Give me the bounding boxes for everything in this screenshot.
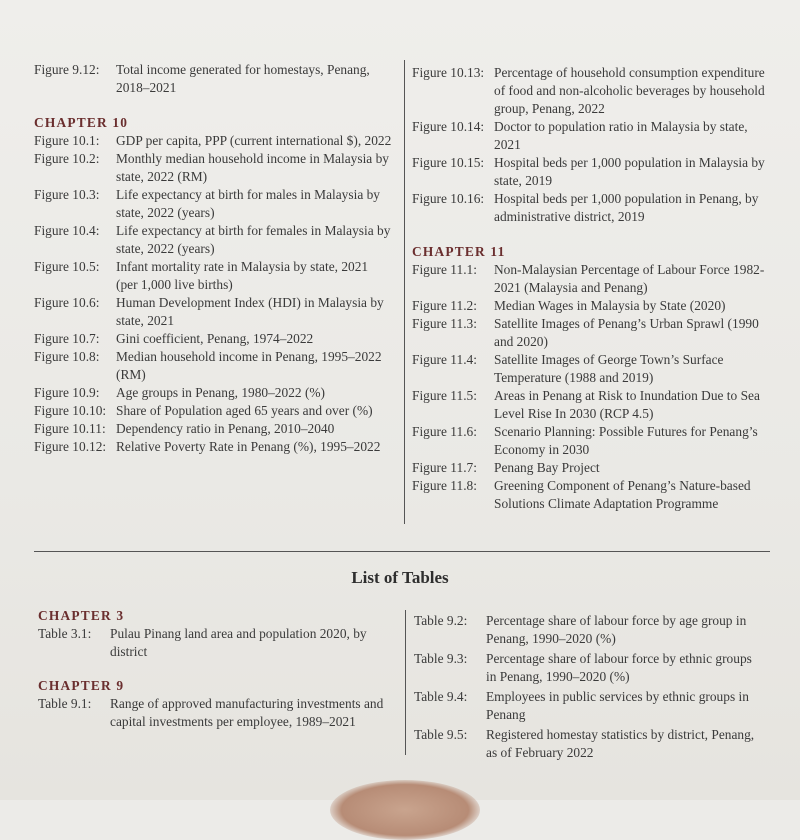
- list-entry: [414, 726, 764, 762]
- table-list-ch3: [38, 625, 398, 661]
- entry-text: Doctor to population ratio in Malaysia by state, 2021: [494, 119, 748, 152]
- table-list-ch9-continued: [414, 612, 764, 762]
- list-entry: [412, 351, 770, 387]
- entry-label: Figure 11.6:: [412, 424, 477, 439]
- list-entry: [414, 650, 764, 686]
- entry-label: Table 9.3:: [414, 651, 468, 666]
- list-entry: [34, 402, 392, 420]
- entry-text: Relative Poverty Rate in Penang (%), 1995–2022: [116, 439, 381, 454]
- entry-label: Figure 11.7:: [412, 460, 477, 475]
- list-entry: [412, 477, 770, 513]
- chapter-10-heading: CHAPTER 10: [34, 115, 129, 130]
- entry-text: Human Development Index (HDI) in Malaysia by state, 2021: [116, 295, 384, 328]
- list-entry: [34, 330, 392, 348]
- entry-label: Figure 10.11:: [34, 421, 106, 436]
- list-entry: [34, 258, 392, 294]
- entry-label: Figure 10.15:: [412, 155, 485, 170]
- tables-right-column: [414, 612, 764, 764]
- entry-label: Table 9.2:: [414, 613, 468, 628]
- entry-label: Figure 11.2:: [412, 298, 477, 313]
- entry-text: Range of approved manufacturing investments and capital investments per employee, 1989–2021: [110, 696, 384, 729]
- list-entry: [412, 261, 770, 297]
- list-entry: [34, 420, 392, 438]
- entry-text: Penang Bay Project: [494, 460, 600, 475]
- entry-text: Dependency ratio in Penang, 2010–2040: [116, 421, 335, 436]
- entry-label: Figure 10.6:: [34, 295, 100, 310]
- entry-text: Hospital beds per 1,000 population in Malaysia by state, 2019: [494, 155, 765, 188]
- figure-list-ch9: [34, 61, 392, 97]
- entry-label: Table 9.4:: [414, 689, 468, 704]
- entry-text: Registered homestay statistics by district, Penang, as of February 2022: [486, 727, 755, 760]
- list-entry: [412, 315, 770, 351]
- entry-label: Figure 10.12:: [34, 439, 107, 454]
- entry-text: Scenario Planning: Possible Futures for Penang’s Economy in 2030: [494, 424, 758, 457]
- entry-text: Age groups in Penang, 1980–2022 (%): [116, 385, 326, 400]
- entry-text: Gini coefficient, Penang, 1974–2022: [116, 331, 314, 346]
- table-list-ch9: [38, 695, 398, 731]
- chapter-9-heading: CHAPTER 9: [38, 678, 125, 693]
- list-entry: [414, 612, 764, 648]
- entry-text: Monthly median household income in Malaysia by state, 2022 (RM): [116, 151, 389, 184]
- thumb: [330, 780, 480, 840]
- list-entry: [38, 625, 398, 661]
- entry-label: Figure 10.10:: [34, 403, 107, 418]
- entry-text: Non-Malaysian Percentage of Labour Force 1982-2021 (Malaysia and Penang): [494, 262, 765, 295]
- list-entry: [34, 150, 392, 186]
- entry-label: Figure 10.1:: [34, 133, 100, 148]
- list-entry: [412, 297, 770, 315]
- figures-left-column: [34, 61, 392, 456]
- entry-text: Greening Component of Penang’s Nature-based Solutions Climate Adaptation Programme: [494, 478, 751, 511]
- entry-label: Figure 11.5:: [412, 388, 477, 403]
- list-entry: [412, 190, 770, 226]
- entry-label: Table 3.1:: [38, 626, 92, 641]
- tables-left-column: [38, 607, 398, 731]
- entry-text: GDP per capita, PPP (current international $), 2022: [116, 133, 392, 148]
- figure-list-ch10: [34, 132, 392, 456]
- list-entry: [414, 688, 764, 724]
- list-entry: [412, 118, 770, 154]
- list-entry: [38, 695, 398, 731]
- entry-text: Life expectancy at birth for females in Malaysia by state, 2022 (years): [116, 223, 391, 256]
- list-entry: [412, 387, 770, 423]
- entry-label: Figure 11.4:: [412, 352, 477, 367]
- list-entry: [34, 222, 392, 258]
- entry-text: Percentage share of labour force by ethnic groups in Penang, 1990–2020 (%): [486, 651, 752, 684]
- entry-text: Employees in public services by ethnic groups in Penang: [486, 689, 749, 722]
- list-entry: [34, 186, 392, 222]
- list-entry: [412, 423, 770, 459]
- list-entry: [34, 132, 392, 150]
- entry-label: Figure 10.9:: [34, 385, 100, 400]
- list-entry: [412, 154, 770, 190]
- entry-label: Figure 10.16:: [412, 191, 485, 206]
- entry-text: Hospital beds per 1,000 population in Penang, by administrative district, 2019: [494, 191, 759, 224]
- figure-list-ch11: [412, 261, 770, 513]
- entry-label: Table 9.1:: [38, 696, 92, 711]
- section-divider: [34, 551, 770, 552]
- entry-text: Pulau Pinang land area and population 2020, by district: [110, 626, 367, 659]
- entry-text: Median household income in Penang, 1995–2022 (RM): [116, 349, 382, 382]
- entry-label: Figure 10.7:: [34, 331, 100, 346]
- entry-label: Figure 10.13:: [412, 65, 485, 80]
- entry-text: Infant mortality rate in Malaysia by state, 2021 (per 1,000 live births): [116, 259, 369, 292]
- entry-label: Figure 11.8:: [412, 478, 477, 493]
- list-entry: [34, 384, 392, 402]
- list-entry: [34, 348, 392, 384]
- list-entry: [412, 459, 770, 477]
- entry-label: Figure 9.12:: [34, 62, 100, 77]
- entry-text: Total income generated for homestays, Penang, 2018–2021: [116, 62, 370, 95]
- list-entry: [34, 61, 392, 97]
- entry-label: Figure 10.14:: [412, 119, 485, 134]
- entry-label: Figure 11.1:: [412, 262, 477, 277]
- entry-label: Figure 10.2:: [34, 151, 100, 166]
- entry-label: Figure 10.5:: [34, 259, 100, 274]
- entry-text: Satellite Images of George Town’s Surface Temperature (1988 and 2019): [494, 352, 724, 385]
- entry-text: Percentage of household consumption expenditure of food and non-alcoholic beverages by household group, Penang, 2022: [494, 65, 765, 116]
- chapter-11-heading: CHAPTER 11: [412, 244, 506, 259]
- entry-text: Life expectancy at birth for males in Malaysia by state, 2022 (years): [116, 187, 380, 220]
- entry-label: Table 9.5:: [414, 727, 468, 742]
- entry-label: Figure 10.4:: [34, 223, 100, 238]
- entry-text: Percentage share of labour force by age group in Penang, 1990–2020 (%): [486, 613, 747, 646]
- entry-label: Figure 11.3:: [412, 316, 477, 331]
- list-entry: [412, 64, 770, 118]
- entry-text: Satellite Images of Penang’s Urban Sprawl (1990 and 2020): [494, 316, 759, 349]
- figure-list-ch10-continued: [412, 64, 770, 226]
- entry-label: Figure 10.8:: [34, 349, 100, 364]
- list-entry: [34, 294, 392, 330]
- entry-text: Share of Population aged 65 years and over (%): [116, 403, 373, 418]
- list-of-tables-title: List of Tables: [351, 568, 449, 587]
- column-divider: [404, 60, 405, 524]
- entry-text: Areas in Penang at Risk to Inundation Due to Sea Level Rise In 2030 (RCP 4.5): [494, 388, 760, 421]
- list-entry: [34, 438, 392, 456]
- figures-right-column: [412, 64, 770, 513]
- entry-text: Median Wages in Malaysia by State (2020): [494, 298, 726, 313]
- chapter-3-heading: CHAPTER 3: [38, 608, 125, 623]
- tables-column-divider: [405, 610, 406, 755]
- entry-label: Figure 10.3:: [34, 187, 100, 202]
